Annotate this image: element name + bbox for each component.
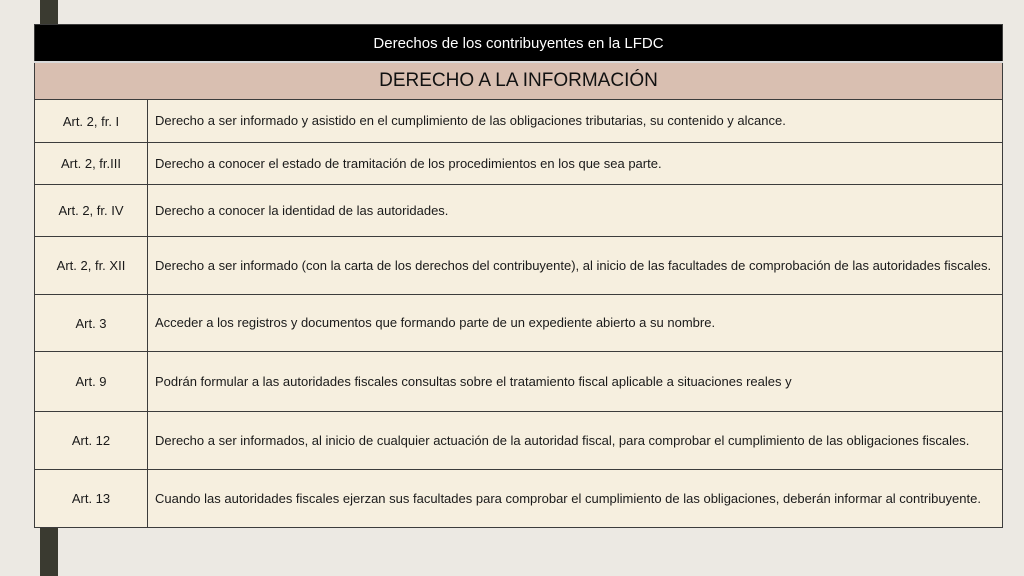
article-cell: Art. 3	[35, 295, 148, 352]
table-row	[35, 100, 1003, 143]
description-cell: Derecho a ser informados, al inicio de cualquier actuación de la autoridad fiscal, para comprobar el cumplimiento de las obligaciones fiscales.	[148, 412, 1003, 470]
description-cell: Acceder a los registros y documentos que formando parte de un expediente abierto a su nombre.	[148, 295, 1003, 352]
description-cell: Derecho a ser informado y asistido en el cumplimiento de las obligaciones tributarias, su contenido y alcance.	[148, 100, 1003, 143]
rights-table	[34, 24, 1003, 528]
description-cell: Podrán formular a las autoridades fiscales consultas sobre el tratamiento fiscal aplicable a situaciones reales y	[148, 352, 1003, 412]
article-cell: Art. 13	[35, 470, 148, 528]
table-row	[35, 237, 1003, 295]
section-header: DERECHO A LA INFORMACIÓN	[35, 62, 1003, 100]
table-row	[35, 295, 1003, 352]
article-cell: Art. 9	[35, 352, 148, 412]
table-row	[35, 185, 1003, 237]
table-row	[35, 412, 1003, 470]
description-cell: Cuando las autoridades fiscales ejerzan sus facultades para comprobar el cumplimiento de las obligaciones, deberán informar al contribuyente.	[148, 470, 1003, 528]
article-cell: Art. 2, fr. XII	[35, 237, 148, 295]
description-cell: Derecho a conocer el estado de tramitación de los procedimientos en los que sea parte.	[148, 143, 1003, 185]
table-title: Derechos de los contribuyentes en la LFDC	[35, 25, 1003, 63]
table-title-row	[35, 25, 1003, 63]
table-row	[35, 143, 1003, 185]
table-row	[35, 470, 1003, 528]
article-cell: Art. 12	[35, 412, 148, 470]
section-header-row	[35, 62, 1003, 100]
description-cell: Derecho a ser informado (con la carta de los derechos del contribuyente), al inicio de las facultades de comprobación de las autoridades fiscales.	[148, 237, 1003, 295]
table-row	[35, 352, 1003, 412]
article-cell: Art. 2, fr. I	[35, 100, 148, 143]
article-cell: Art. 2, fr. IV	[35, 185, 148, 237]
description-cell: Derecho a conocer la identidad de las autoridades.	[148, 185, 1003, 237]
article-cell: Art. 2, fr.III	[35, 143, 148, 185]
